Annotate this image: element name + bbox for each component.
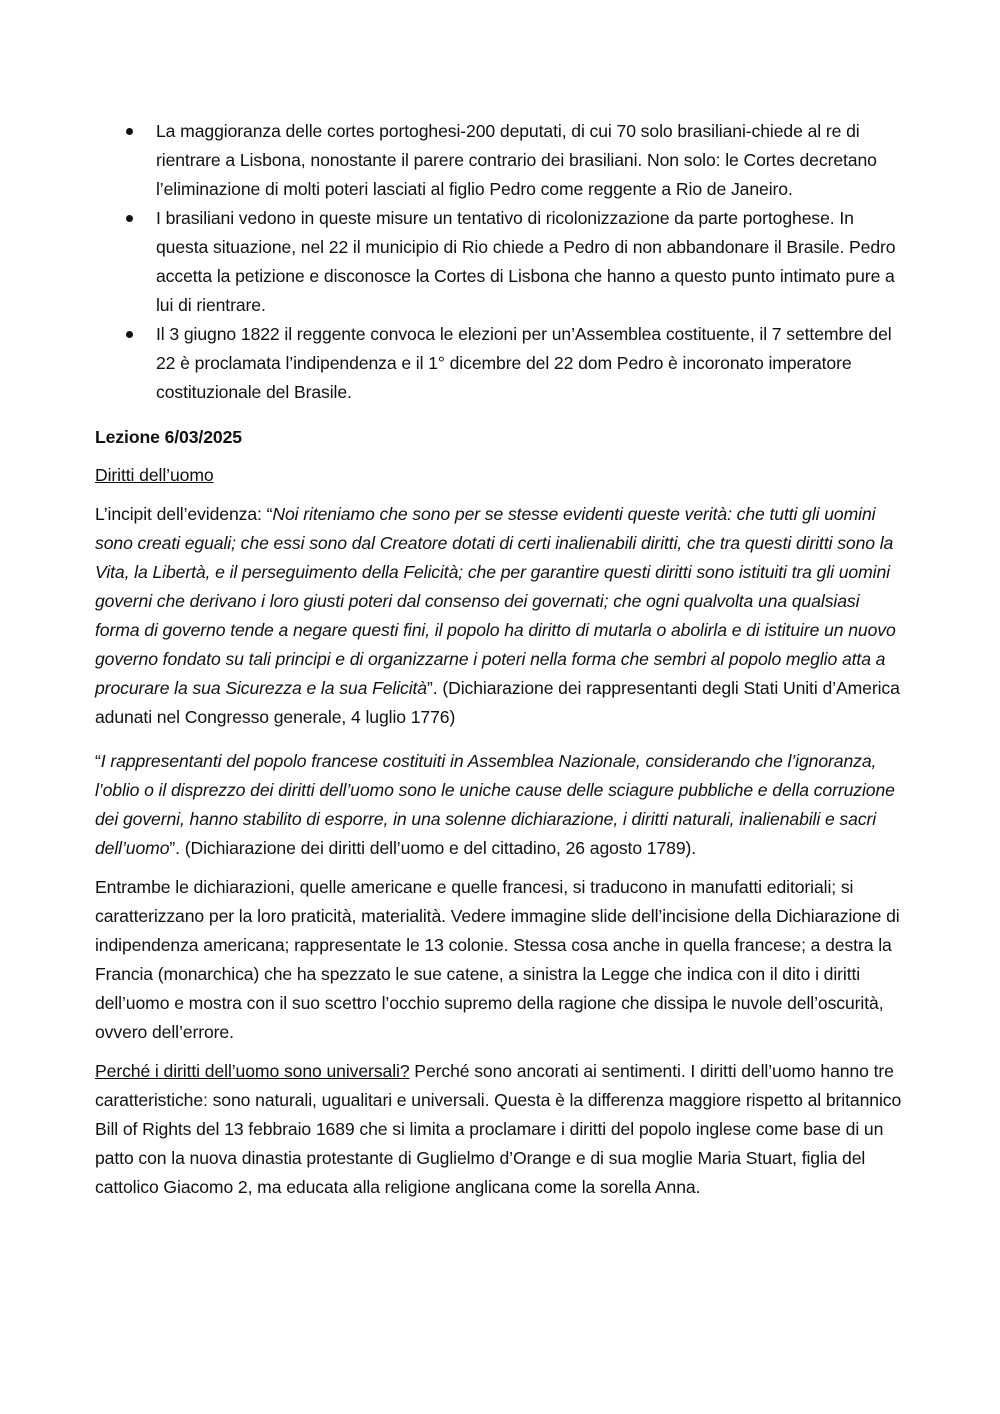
paragraph-french-declaration: [95, 747, 905, 863]
paragraph-lead: L’incipit dell’evidenza: “: [95, 504, 273, 524]
bullet-icon: [126, 331, 133, 338]
bullet-list: [95, 117, 905, 407]
paragraph-universal-rights: [95, 1057, 905, 1202]
bullet-text: I brasiliani vedono in queste misure un tentativo di ricolonizzazione da parte portoghese. In questa situazione, nel 22 il municipio di Rio chiede a Pedro di non abbandonare il Brasile. Pedro accetta la petizione e disconosce la Cortes di Lisbona che hanno a questo punto intimato pure a lui di rientrare.: [156, 208, 896, 315]
quote-text: I rappresentanti del popolo francese costituiti in Assemblea Nazionale, considerando che l’ignoranza, l’oblio o il disprezzo dei diritti dell’uomo sono le uniche cause delle sciagure pubbliche e della corruzione dei governi, hanno stabilito di esporre, in una solenne dichiarazione, i diritti naturali, inalienabili e sacri dell’uomo: [95, 751, 895, 858]
citation-text: ”. (Dichiarazione dei rappresentanti degli Stati Uniti d’America adunati nel Congresso generale, 4 luglio 1776): [95, 678, 900, 727]
paragraph-lead: “: [95, 751, 101, 771]
document-body: [95, 117, 905, 1202]
list-item: [95, 117, 905, 204]
underlined-question: Perché i diritti dell’uomo sono universali?: [95, 1061, 410, 1081]
paragraph-editorial-artifacts: Entrambe le dichiarazioni, quelle americane e quelle francesi, si traducono in manufatti editoriali; si caratterizzano per la loro praticità, materialità. Vedere immagine slide dell’incisione della Dichiarazione di indipendenza americana; rappresentate le 13 colonie. Stessa cosa anche in quella francese; a destra la Francia (monarchica) che ha spezzato le sue catene, a sinistra la Legge che indica con il dito i diritti dell’uomo e mostra con il suo scettro l’occhio supremo della ragione che dissipa le nuvole dell’oscurità, ovvero dell’errore.: [95, 877, 900, 1042]
bullet-text: Il 3 giugno 1822 il reggente convoca le elezioni per un’Assemblea costituente, il 7 settembre del 22 è proclamata l’indipendenza e il 1° dicembre del 22 dom Pedro è incoronato imperatore costituzionale del Brasile.: [156, 324, 892, 402]
list-item: [95, 204, 905, 320]
quote-text: Noi riteniamo che sono per se stesse evidenti queste verità: che tutti gli uomini sono creati eguali; che essi sono dal Creatore dotati di certi inalienabili diritti, che tra questi diritti sono la Vita, la Libertà, e il perseguimento della Felicità; che per garantire questi diritti sono istituiti tra gli uomini governi che derivano i loro giusti poteri dal consenso dei governati; che ogni qualvolta una qualsiasi forma di governo tende a negare questi fini, il popolo ha diritto di mutarla o abolirla e di istituire un nuovo governo fondato su tali principi e di organizzarne i poteri nella forma che sembri al popolo meglio atta a procurare la sua Sicurezza e la sua Felicità: [95, 504, 896, 698]
bullet-icon: [126, 128, 133, 135]
paragraph-us-declaration: [95, 500, 905, 732]
list-item: [95, 320, 905, 407]
bullet-text: La maggioranza delle cortes portoghesi-200 deputati, di cui 70 solo brasiliani-chiede al re di rientrare a Lisbona, nonostante il parere contrario dei brasiliani. Non solo: le Cortes decretano l’eliminazione di molti poteri lasciati al figlio Pedro come reggente a Rio de Janeiro.: [156, 121, 877, 199]
bullet-icon: [126, 215, 133, 222]
section-title: Diritti dell’uomo: [95, 465, 214, 485]
paragraph-text: Perché sono ancorati ai sentimenti. I diritti dell’uomo hanno tre caratteristiche: sono naturali, ugualitari e universali. Questa è la differenza maggiore rispetto al britannico Bill of Rights del 13 febbraio 1689 che si limita a proclamare i diritti del popolo inglese come base di un patto con la nuova dinastia protestante di Guglielmo d’Orange e di sua moglie Maria Stuart, figlia del cattolico Giacomo 2, ma educata alla religione anglicana come la sorella Anna.: [95, 1061, 902, 1197]
lesson-heading: Lezione 6/03/2025: [95, 427, 242, 447]
citation-text: ”. (Dichiarazione dei diritti dell’uomo e del cittadino, 26 agosto 1789).: [169, 838, 697, 858]
